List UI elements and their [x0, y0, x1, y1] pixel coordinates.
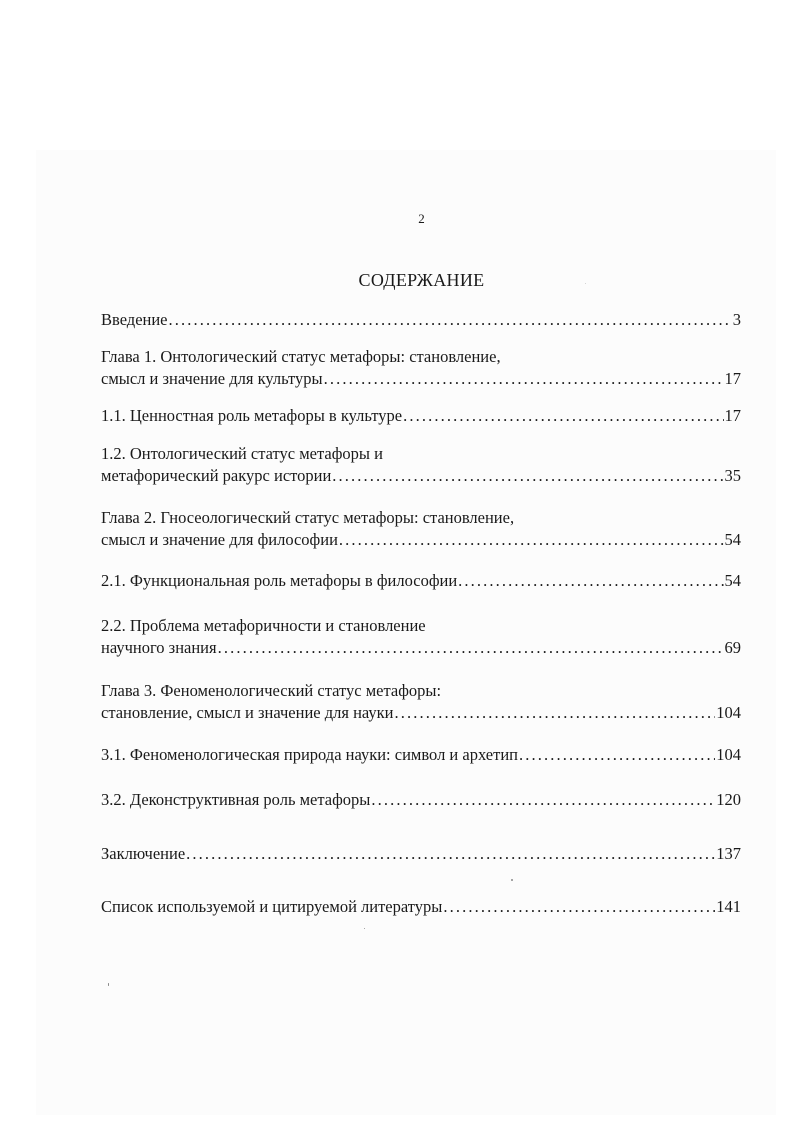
- toc-entry-section-3-1[interactable]: [101, 744, 741, 766]
- toc-entry-section-3-2[interactable]: [101, 789, 741, 811]
- toc-entry-label: Заключение: [101, 844, 186, 863]
- toc-entry-label: Список используемой и цитируемой литературы: [101, 897, 443, 916]
- dot-leader: [371, 789, 715, 811]
- toc-entry-label: 2.1. Функциональная роль метафоры в философии: [101, 571, 458, 590]
- toc-entry-page: 120: [716, 790, 741, 809]
- toc-entry-label-cont: метафорический ракурс истории: [101, 466, 332, 485]
- toc-entry-label: 2.2. Проблема метафоричности и становление: [101, 616, 426, 635]
- dot-leader: [186, 843, 715, 865]
- dot-leader: [332, 465, 723, 487]
- toc-entry-page: 17: [724, 406, 741, 425]
- dot-leader: [458, 570, 723, 592]
- toc-entry-page: 3: [732, 310, 741, 329]
- toc-entry-chapter-2[interactable]: [101, 507, 741, 551]
- toc-entry-label-cont: смысл и значение для культуры: [101, 369, 323, 388]
- toc-entry-label: Глава 3. Феноменологический статус метафоры:: [101, 681, 442, 700]
- toc-entry-label-cont: становление, смысл и значение для науки: [101, 703, 394, 722]
- toc-entry-chapter-1[interactable]: [101, 346, 741, 390]
- toc-entry-page: 104: [716, 703, 741, 722]
- toc-entry-section-1-1[interactable]: [101, 405, 741, 427]
- dot-leader: [403, 405, 723, 427]
- page-number: 2: [418, 211, 425, 226]
- toc-entry-bibliography[interactable]: [101, 896, 741, 918]
- toc-entry-label: Глава 1. Онтологический статус метафоры: становление,: [101, 347, 501, 366]
- toc-title: СОДЕРЖАНИЕ: [358, 270, 485, 290]
- toc-entry-page: 104: [716, 745, 741, 764]
- toc-entry-section-2-1[interactable]: [101, 570, 741, 592]
- scan-speck: [511, 879, 513, 881]
- toc-entry-page: 137: [716, 844, 741, 863]
- toc-entry-page: 54: [724, 530, 741, 549]
- dot-leader: [218, 637, 724, 659]
- scan-speck: [364, 928, 365, 929]
- toc-entry-page: 54: [724, 571, 741, 590]
- toc-entry-label: 1.2. Онтологический статус метафоры и: [101, 444, 383, 463]
- dot-leader: [169, 309, 732, 331]
- toc-entry-label: Введение: [101, 310, 168, 329]
- scan-speck: [585, 283, 586, 284]
- toc-entry-page: 141: [716, 897, 741, 916]
- toc-entry-section-1-2[interactable]: [101, 443, 741, 487]
- dot-leader: [339, 529, 724, 551]
- toc-entry-page: 17: [724, 369, 741, 388]
- scan-speck: [108, 983, 109, 986]
- toc-entry-chapter-3[interactable]: [101, 680, 741, 724]
- toc-entry-label: 3.2. Деконструктивная роль метафоры: [101, 790, 371, 809]
- dot-leader: [443, 896, 715, 918]
- toc-entry-label: Глава 2. Гносеологический статус метафоры: становление,: [101, 508, 515, 527]
- toc-entry-section-2-2[interactable]: [101, 615, 741, 659]
- dot-leader: [395, 702, 716, 724]
- toc-entry-conclusion[interactable]: [101, 843, 741, 865]
- toc-entry-page: 69: [724, 638, 741, 657]
- toc-entry-label: 3.1. Феноменологическая природа науки: символ и архетип: [101, 745, 518, 764]
- dot-leader: [519, 744, 715, 766]
- dot-leader: [324, 368, 724, 390]
- toc-entry-page: 35: [724, 466, 741, 485]
- toc-entry-label-cont: смысл и значение для философии: [101, 530, 338, 549]
- toc-entry-label-cont: научного знания: [101, 638, 217, 657]
- toc-entry-label: 1.1. Ценностная роль метафоры в культуре: [101, 406, 403, 425]
- toc-entry-introduction[interactable]: [101, 309, 741, 331]
